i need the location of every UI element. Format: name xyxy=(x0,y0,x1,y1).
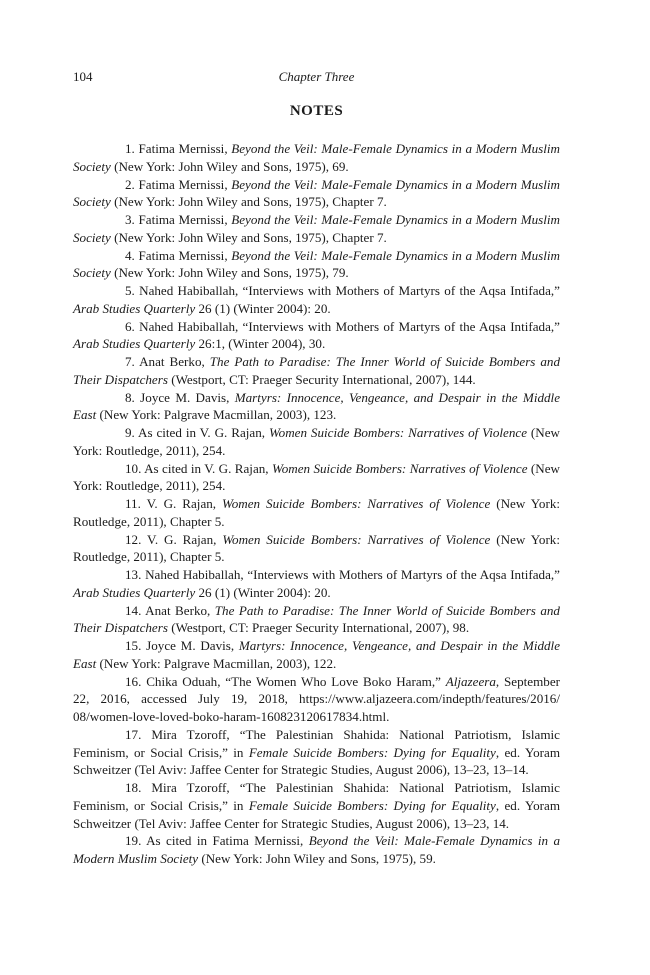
note-text: (New York: Routledge, 2011), 254. xyxy=(73,460,560,494)
note-title: Beyond the Veil: Male-Female Dynamics in a Modern Muslim Society xyxy=(73,247,561,281)
note-number: 3. xyxy=(125,212,135,227)
note-text: Nahed Habiballah, “Interviews with Mothers of Martyrs of the Aqsa Intifada,” xyxy=(145,567,560,582)
note-text: , September 22, 2016, accessed July 19, 2018, https://www.aljazeera.com/indepth/features/2016/ 08/women-love-loved-boko-haram-160823120617834.html. xyxy=(73,673,561,724)
note-text: , ed. Yoram Schweitzer (Tel Aviv: Jaffee Center for Strategic Studies, August 2006), 13–23, 14. xyxy=(73,797,560,831)
note-title: Arab Studies Quarterly xyxy=(73,300,196,316)
note-text: , ed. Yoram Schweitzer (Tel Aviv: Jaffee Center for Strategic Studies, August 2006), 13–23, 13–14. xyxy=(73,744,560,778)
note-title: The Path to Paradise: The Inner World of Suicide Bombers and Their Dispatchers xyxy=(73,354,560,387)
note-text: Mira Tzoroff, “The Palestinian Shahida: National Patriotism, Islamic Feminism, or Social Crisis,” in xyxy=(73,726,560,760)
note-text: Anat Berko, xyxy=(145,602,215,618)
note-text: As cited in V. G. Rajan, xyxy=(138,425,269,440)
note-number: 6. xyxy=(125,318,135,334)
note-number: 13. xyxy=(125,567,142,582)
note-item xyxy=(73,282,560,318)
note-text: Nahed Habiballah, “Interviews with Mothers of Martyrs of the Aqsa Intifada,” xyxy=(139,318,560,334)
note-text: As cited in Fatima Mernissi, xyxy=(146,833,309,849)
note-item xyxy=(73,779,560,832)
note-text: (New York: John Wiley and Sons, 1975), 59. xyxy=(198,851,436,866)
note-item xyxy=(73,353,560,389)
note-number: 1. xyxy=(125,141,135,156)
note-text: 26 (1) (Winter 2004): 20. xyxy=(195,300,331,316)
note-text: Joyce M. Davis, xyxy=(146,638,239,653)
note-number: 19. xyxy=(125,833,142,849)
note-text: (New York: John Wiley and Sons, 1975), Chapter 7. xyxy=(110,194,387,210)
section-title: NOTES xyxy=(289,103,344,119)
note-number: 9. xyxy=(125,425,135,440)
note-text: (New York: Routledge, 2011), 254. xyxy=(73,425,561,458)
note-title: Women Suicide Bombers: Narratives of Violence xyxy=(222,496,491,511)
note-number: 8. xyxy=(125,389,135,405)
note-title: The Path to Paradise: The Inner World of Suicide Bombers and Their Dispatchers xyxy=(73,602,560,636)
note-title: Beyond the Veil: Male-Female Dynamics in a Modern Muslim Society xyxy=(73,141,561,174)
note-text: Mira Tzoroff, “The Palestinian Shahida: National Patriotism, Islamic Feminism, or Social Crisis,” in xyxy=(73,780,560,813)
note-number: 7. xyxy=(125,354,135,369)
note-item xyxy=(73,832,560,868)
note-number: 10. xyxy=(125,460,142,476)
note-number: 18. xyxy=(125,780,142,795)
note-number: 11. xyxy=(125,496,141,511)
note-item xyxy=(73,140,560,176)
note-text: (New York: John Wiley and Sons, 1975), 79. xyxy=(110,265,349,281)
note-title: Female Suicide Bombers: Dying for Equality xyxy=(248,797,496,813)
note-title: Women Suicide Bombers: Narratives of Violence xyxy=(271,460,528,476)
note-text: Nahed Habiballah, “Interviews with Mothers of Martyrs of the Aqsa Intifada,” xyxy=(139,283,560,298)
note-text: V. G. Rajan, xyxy=(147,531,223,547)
note-title: Arab Studies Quarterly xyxy=(73,584,196,600)
note-number: 4. xyxy=(125,247,135,263)
note-text: (New York: John Wiley and Sons, 1975), 69. xyxy=(110,158,349,174)
note-title: Aljazeera xyxy=(445,673,496,689)
note-text: Fatima Mernissi, xyxy=(138,247,232,263)
note-text: (New York: Routledge, 2011), Chapter 5. xyxy=(73,531,560,565)
note-text: (New York: John Wiley and Sons, 1975), Chapter 7. xyxy=(110,229,387,245)
note-number: 15. xyxy=(125,638,142,653)
note-item xyxy=(73,531,560,567)
note-title: Martyrs: Innocence, Vengeance, and Despair in the Middle East xyxy=(73,638,561,671)
note-text: (Westport, CT: Praeger Security International, 2007), 144. xyxy=(167,371,476,387)
note-item xyxy=(73,318,560,354)
note-item xyxy=(73,211,560,247)
note-title: Women Suicide Bombers: Narratives of Violence xyxy=(222,531,491,547)
note-number: 12. xyxy=(125,531,142,547)
note-item xyxy=(73,424,560,460)
note-item xyxy=(73,602,560,638)
note-number: 16. xyxy=(125,673,142,689)
note-text: (Westport, CT: Praeger Security International, 2007), 98. xyxy=(167,620,470,636)
note-text: Fatima Mernissi, xyxy=(138,212,232,227)
note-item xyxy=(73,176,560,212)
note-text: Chika Oduah, “The Women Who Love Boko Haram,” xyxy=(146,673,446,689)
note-title: Beyond the Veil: Male-Female Dynamics in a Modern Muslim Society xyxy=(73,212,561,245)
note-title: Female Suicide Bombers: Dying for Equality xyxy=(248,744,496,760)
note-text: Fatima Mernissi, xyxy=(138,176,232,192)
note-item xyxy=(73,389,560,425)
note-item xyxy=(73,247,560,283)
note-text: As cited in V. G. Rajan, xyxy=(144,460,272,476)
note-item xyxy=(73,566,560,602)
note-title: Beyond the Veil: Male-Female Dynamics in a Modern Muslim Society xyxy=(73,833,560,866)
note-title: Arab Studies Quarterly xyxy=(73,336,196,352)
page-number: 104 xyxy=(73,69,93,84)
note-text: 26:1, (Winter 2004), 30. xyxy=(195,336,326,352)
note-item xyxy=(73,460,560,496)
note-text: (New York: Routledge, 2011), Chapter 5. xyxy=(73,496,560,529)
note-number: 17. xyxy=(125,726,142,742)
note-title: Martyrs: Innocence, Vengeance, and Despair in the Middle East xyxy=(73,389,561,423)
note-item xyxy=(73,673,560,726)
note-text: Joyce M. Davis, xyxy=(140,389,235,405)
chapter-title: Chapter Three xyxy=(278,69,355,84)
note-item xyxy=(73,726,560,779)
note-title: Women Suicide Bombers: Narratives of Violence xyxy=(268,425,528,440)
note-text: Fatima Mernissi, xyxy=(138,141,232,156)
note-title: Beyond the Veil: Male-Female Dynamics in a Modern Muslim Society xyxy=(73,176,561,210)
note-number: 14. xyxy=(125,602,142,618)
note-text: (New York: Palgrave Macmillan, 2003), 123. xyxy=(96,407,337,423)
notes-list xyxy=(73,140,560,868)
note-number: 5. xyxy=(125,283,135,298)
note-text: V. G. Rajan, xyxy=(146,496,223,511)
note-number: 2. xyxy=(125,176,135,192)
note-text: (New York: Palgrave Macmillan, 2003), 122. xyxy=(96,655,337,671)
note-item xyxy=(73,637,560,673)
note-item xyxy=(73,495,560,531)
note-text: 26 (1) (Winter 2004): 20. xyxy=(195,584,331,600)
note-text: Anat Berko, xyxy=(139,354,210,369)
